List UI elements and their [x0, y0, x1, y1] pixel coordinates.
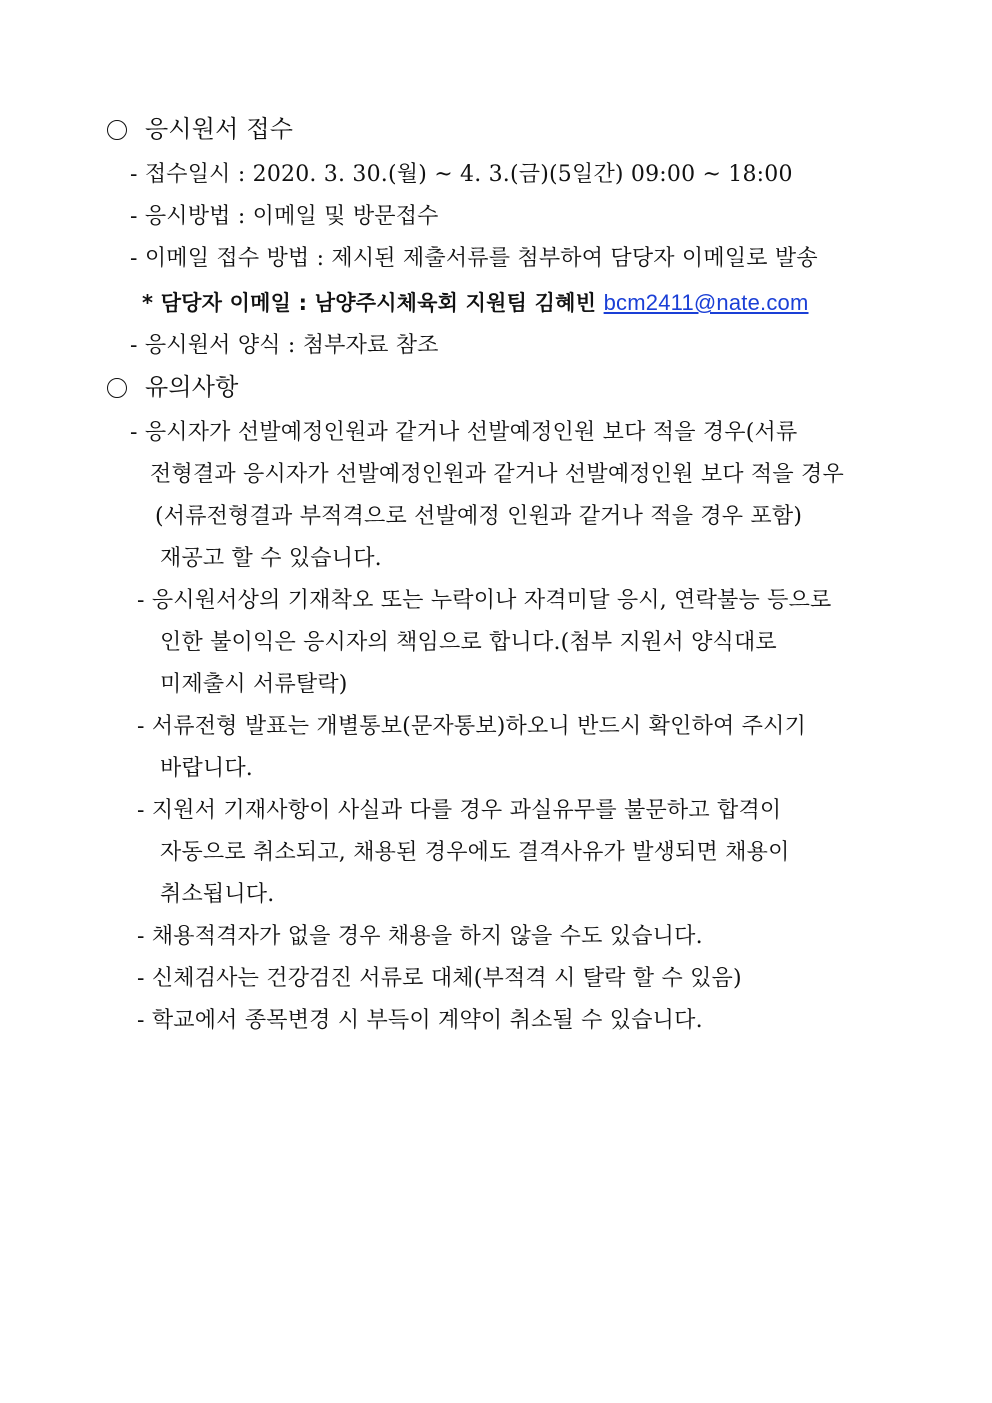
note-line: - 응시원서상의 기재착오 또는 누락이나 자격미달 응시, 연락불능 등으로	[137, 588, 832, 613]
contact-email-label: * 담당자 이메일 : 남양주시체육회 지원팀 김혜빈	[142, 291, 597, 315]
note-line: 취소됩니다.	[160, 882, 275, 907]
note-line: 전형결과 응시자가 선발예정인원과 같거나 선발예정인원 보다 적을 경우	[150, 462, 844, 487]
note-line: - 서류전형 발표는 개별통보(문자통보)하오니 반드시 확인하여 주시기	[137, 714, 807, 739]
note-line: - 지원서 기재사항이 사실과 다를 경우 과실유무를 불문하고 합격이	[137, 798, 782, 823]
note-line: 인한 불이익은 응시자의 책임으로 합니다.(첨부 지원서 양식대로	[160, 630, 777, 655]
note-line: - 학교에서 종목변경 시 부득이 계약이 취소될 수 있습니다.	[137, 1008, 703, 1033]
section-heading-application: 응시원서 접수	[107, 114, 293, 144]
note-line: - 응시자가 선발예정인원과 같거나 선발예정인원 보다 적을 경우(서류	[130, 420, 798, 445]
note-line: - 신체검사는 건강검진 서류로 대체(부적격 시 탈락 할 수 있음)	[137, 966, 742, 991]
note-line: - 채용적격자가 없을 경우 채용을 하지 않을 수도 있습니다.	[137, 924, 703, 949]
note-line: 바랍니다.	[160, 756, 254, 781]
circle-bullet-icon	[107, 120, 127, 140]
contact-email-line	[142, 288, 809, 318]
note-line: 미제출시 서류탈락)	[160, 672, 348, 697]
email-method-line: - 이메일 접수 방법 : 제시된 제출서류를 첨부하여 담당자 이메일로 발송	[130, 246, 818, 271]
contact-email-link[interactable]: bcm2411@nate.com	[603, 290, 809, 315]
application-form-line: - 응시원서 양식 : 첨부자료 참조	[130, 333, 439, 358]
section-heading-notes: 유의사항	[107, 372, 239, 402]
note-line: (서류전형결과 부적격으로 선발예정 인원과 같거나 적을 경우 포함)	[155, 504, 803, 529]
application-method-line: - 응시방법 : 이메일 및 방문접수	[130, 204, 439, 229]
circle-bullet-icon	[107, 378, 127, 398]
note-line: 재공고 할 수 있습니다.	[160, 546, 382, 571]
application-period-line: - 접수일시 : 2020. 3. 30.(월) ~ 4. 3.(금)(5일간) 09:00 ~ 18:00	[130, 162, 793, 187]
note-line: 자동으로 취소되고, 채용된 경우에도 결격사유가 발생되면 채용이	[160, 840, 790, 865]
